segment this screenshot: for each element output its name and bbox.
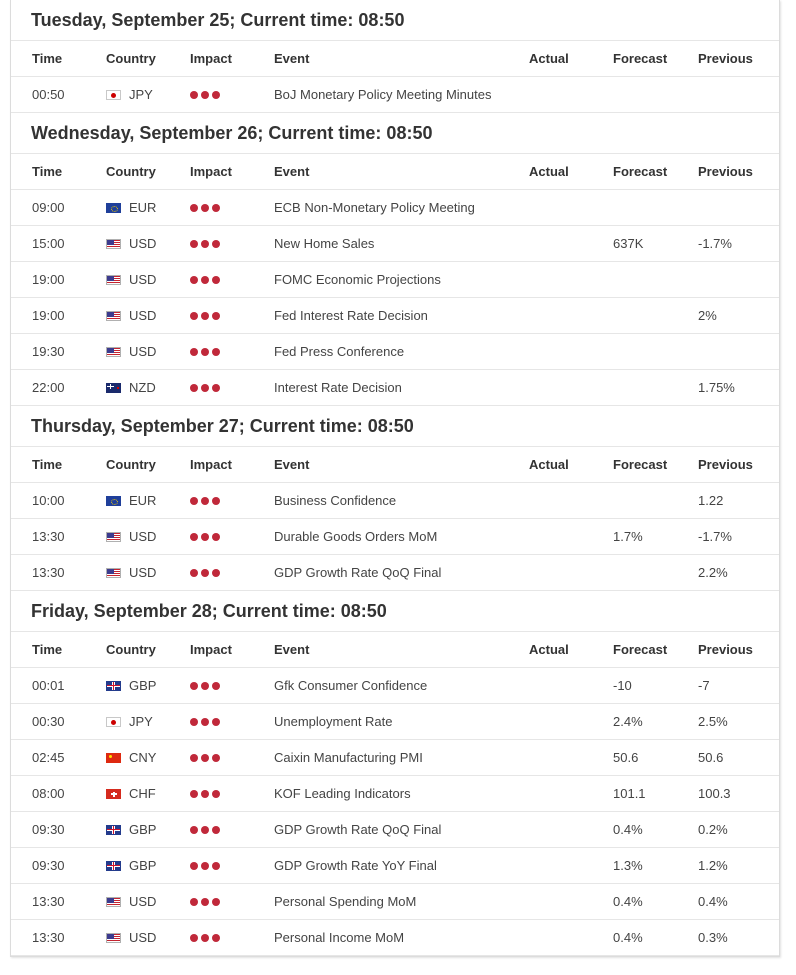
column-header-previous: Previous <box>698 642 753 657</box>
event-country <box>106 812 156 847</box>
event-row[interactable] <box>11 920 779 956</box>
day-header: Friday, September 28; Current time: 08:50 <box>11 591 779 632</box>
event-row[interactable] <box>11 77 779 113</box>
event-country <box>106 226 156 261</box>
column-header-time: Time <box>32 51 63 66</box>
event-time: 00:30 <box>32 714 65 729</box>
event-time: 13:30 <box>32 930 65 945</box>
impact-dot-icon <box>190 718 198 726</box>
event-name[interactable]: GDP Growth Rate QoQ Final <box>274 822 442 837</box>
event-country <box>106 704 153 739</box>
currency-code: GBP <box>129 678 157 693</box>
cn-flag-icon <box>106 753 121 763</box>
eu-flag-icon <box>106 496 121 506</box>
event-country <box>106 848 156 883</box>
impact-dot-icon <box>190 91 198 99</box>
event-country <box>106 884 156 919</box>
gb-flag-icon <box>106 861 121 871</box>
currency-code: CNY <box>129 750 157 765</box>
column-header-time: Time <box>32 164 63 179</box>
event-name[interactable]: Personal Income MoM <box>274 930 405 945</box>
impact-dot-icon <box>201 204 209 212</box>
event-row[interactable] <box>11 555 779 591</box>
event-country <box>106 740 156 775</box>
event-country <box>106 483 156 518</box>
event-time: 00:50 <box>32 87 65 102</box>
us-flag-icon <box>106 239 121 249</box>
impact-dot-icon <box>190 569 198 577</box>
event-previous: -1.7% <box>698 236 732 251</box>
event-time: 13:30 <box>32 565 65 580</box>
event-forecast: 50.6 <box>613 750 639 765</box>
impact-dot-icon <box>201 754 209 762</box>
impact-dot-icon <box>190 348 198 356</box>
impact-indicator <box>190 226 223 261</box>
currency-code: USD <box>129 308 157 323</box>
event-previous: 2.2% <box>698 565 728 580</box>
currency-code: USD <box>129 894 157 909</box>
impact-dot-icon <box>201 533 209 541</box>
impact-indicator <box>190 704 223 739</box>
impact-dot-icon <box>212 862 220 870</box>
event-row[interactable] <box>11 519 779 555</box>
impact-dot-icon <box>201 934 209 942</box>
impact-dot-icon <box>212 240 220 248</box>
impact-dot-icon <box>201 276 209 284</box>
impact-dot-icon <box>190 754 198 762</box>
event-name[interactable]: KOF Leading Indicators <box>274 786 411 801</box>
event-time: 08:00 <box>32 786 65 801</box>
event-forecast: 637K <box>613 236 644 251</box>
currency-code: EUR <box>129 200 157 215</box>
column-header-impact: Impact <box>190 164 232 179</box>
event-previous: -1.7% <box>698 529 732 544</box>
event-previous: 100.3 <box>698 786 731 801</box>
impact-dot-icon <box>190 204 198 212</box>
impact-indicator <box>190 776 223 811</box>
impact-dot-icon <box>212 91 220 99</box>
impact-dot-icon <box>212 384 220 392</box>
impact-indicator <box>190 668 223 703</box>
event-time: 19:30 <box>32 344 65 359</box>
currency-code: GBP <box>129 858 157 873</box>
event-row[interactable] <box>11 704 779 740</box>
impact-indicator <box>190 190 223 225</box>
currency-code: USD <box>129 565 157 580</box>
day-header: Wednesday, September 26; Current time: 08:50 <box>11 113 779 154</box>
event-country <box>106 370 156 405</box>
event-row[interactable] <box>11 262 779 298</box>
impact-dot-icon <box>201 862 209 870</box>
impact-dot-icon <box>190 312 198 320</box>
impact-dot-icon <box>212 533 220 541</box>
event-name[interactable]: ECB Non-Monetary Policy Meeting <box>274 200 475 215</box>
event-name[interactable]: Fed Interest Rate Decision <box>274 308 428 323</box>
impact-indicator <box>190 555 223 590</box>
event-row[interactable] <box>11 298 779 334</box>
us-flag-icon <box>106 532 121 542</box>
currency-code: USD <box>129 272 157 287</box>
event-previous: -7 <box>698 678 710 693</box>
event-time: 09:30 <box>32 858 65 873</box>
currency-code: GBP <box>129 822 157 837</box>
impact-indicator <box>190 370 223 405</box>
impact-dot-icon <box>190 533 198 541</box>
event-country <box>106 190 156 225</box>
event-row[interactable] <box>11 812 779 848</box>
event-row[interactable] <box>11 848 779 884</box>
currency-code: JPY <box>129 714 153 729</box>
impact-dot-icon <box>190 497 198 505</box>
column-header-forecast: Forecast <box>613 164 668 179</box>
column-header-row <box>11 154 779 190</box>
impact-dot-icon <box>212 569 220 577</box>
currency-code: USD <box>129 344 157 359</box>
column-header-forecast: Forecast <box>613 457 668 472</box>
impact-dot-icon <box>190 826 198 834</box>
impact-dot-icon <box>212 682 220 690</box>
impact-dot-icon <box>212 276 220 284</box>
impact-dot-icon <box>201 569 209 577</box>
event-previous: 50.6 <box>698 750 724 765</box>
event-time: 19:00 <box>32 272 65 287</box>
event-name[interactable]: Fed Press Conference <box>274 344 405 359</box>
event-name[interactable]: FOMC Economic Projections <box>274 272 441 287</box>
impact-dot-icon <box>201 898 209 906</box>
event-name[interactable]: Unemployment Rate <box>274 714 393 729</box>
impact-dot-icon <box>212 826 220 834</box>
event-row[interactable] <box>11 190 779 226</box>
impact-dot-icon <box>201 384 209 392</box>
event-row[interactable] <box>11 370 779 406</box>
jp-flag-icon <box>106 90 121 100</box>
column-header-country: Country <box>106 457 156 472</box>
impact-dot-icon <box>212 790 220 798</box>
event-forecast: 101.1 <box>613 786 646 801</box>
event-previous: 1.75% <box>698 380 735 395</box>
event-country <box>106 262 156 297</box>
column-header-impact: Impact <box>190 642 232 657</box>
column-header-previous: Previous <box>698 51 753 66</box>
impact-indicator <box>190 262 223 297</box>
event-previous: 0.4% <box>698 894 728 909</box>
event-time: 13:30 <box>32 529 65 544</box>
ch-flag-icon <box>106 789 121 799</box>
day-section <box>11 0 779 113</box>
impact-dot-icon <box>212 312 220 320</box>
column-header-actual: Actual <box>529 164 569 179</box>
column-header-previous: Previous <box>698 457 753 472</box>
column-header-event: Event <box>274 642 310 657</box>
column-header-actual: Actual <box>529 642 569 657</box>
event-forecast: 2.4% <box>613 714 643 729</box>
event-country <box>106 298 156 333</box>
event-name[interactable]: New Home Sales <box>274 236 375 251</box>
currency-code: CHF <box>129 786 156 801</box>
event-time: 09:30 <box>32 822 65 837</box>
impact-indicator <box>190 884 223 919</box>
currency-code: NZD <box>129 380 156 395</box>
day-header: Tuesday, September 25; Current time: 08:50 <box>11 0 779 41</box>
impact-indicator <box>190 519 223 554</box>
impact-dot-icon <box>190 682 198 690</box>
column-header-actual: Actual <box>529 51 569 66</box>
event-row[interactable] <box>11 776 779 812</box>
event-country <box>106 776 156 811</box>
event-country <box>106 334 156 369</box>
event-name[interactable]: Caixin Manufacturing PMI <box>274 750 423 765</box>
column-header-event: Event <box>274 457 310 472</box>
event-forecast: 0.4% <box>613 930 643 945</box>
event-previous: 2.5% <box>698 714 728 729</box>
impact-dot-icon <box>190 276 198 284</box>
event-time: 00:01 <box>32 678 65 693</box>
impact-dot-icon <box>201 348 209 356</box>
event-forecast: 1.3% <box>613 858 643 873</box>
event-time: 13:30 <box>32 894 65 909</box>
event-forecast: 1.7% <box>613 529 643 544</box>
us-flag-icon <box>106 311 121 321</box>
impact-indicator <box>190 848 223 883</box>
column-header-row <box>11 447 779 483</box>
column-header-time: Time <box>32 457 63 472</box>
currency-code: USD <box>129 529 157 544</box>
day-section <box>11 591 779 956</box>
impact-dot-icon <box>201 790 209 798</box>
impact-dot-icon <box>212 497 220 505</box>
event-row[interactable] <box>11 740 779 776</box>
column-header-time: Time <box>32 642 63 657</box>
column-header-event: Event <box>274 164 310 179</box>
impact-indicator <box>190 483 223 518</box>
us-flag-icon <box>106 933 121 943</box>
column-header-row <box>11 41 779 77</box>
column-header-forecast: Forecast <box>613 51 668 66</box>
impact-dot-icon <box>212 898 220 906</box>
event-row[interactable] <box>11 483 779 519</box>
column-header-actual: Actual <box>529 457 569 472</box>
impact-indicator <box>190 334 223 369</box>
event-country <box>106 77 153 112</box>
event-time: 15:00 <box>32 236 65 251</box>
event-name[interactable]: Durable Goods Orders MoM <box>274 529 438 544</box>
impact-dot-icon <box>212 754 220 762</box>
event-name[interactable]: Personal Spending MoM <box>274 894 417 909</box>
impact-dot-icon <box>212 934 220 942</box>
impact-dot-icon <box>201 312 209 320</box>
event-row[interactable] <box>11 884 779 920</box>
event-name[interactable]: BoJ Monetary Policy Meeting Minutes <box>274 87 492 102</box>
impact-dot-icon <box>201 718 209 726</box>
nz-flag-icon <box>106 383 121 393</box>
impact-dot-icon <box>201 682 209 690</box>
impact-dot-icon <box>190 934 198 942</box>
day-section <box>11 406 779 591</box>
event-previous: 1.22 <box>698 493 724 508</box>
event-row[interactable] <box>11 668 779 704</box>
currency-code: USD <box>129 930 157 945</box>
event-time: 10:00 <box>32 493 65 508</box>
event-previous: 1.2% <box>698 858 728 873</box>
event-previous: 0.2% <box>698 822 728 837</box>
event-name[interactable]: Business Confidence <box>274 493 397 508</box>
impact-indicator <box>190 298 223 333</box>
day-section <box>11 113 779 406</box>
event-row[interactable] <box>11 334 779 370</box>
event-row[interactable] <box>11 226 779 262</box>
event-previous: 2% <box>698 308 717 323</box>
event-forecast: -10 <box>613 678 632 693</box>
column-header-event: Event <box>274 51 310 66</box>
impact-dot-icon <box>190 898 198 906</box>
impact-indicator <box>190 77 223 112</box>
impact-indicator <box>190 740 223 775</box>
impact-indicator <box>190 812 223 847</box>
event-time: 02:45 <box>32 750 65 765</box>
currency-code: USD <box>129 236 157 251</box>
event-name[interactable]: GDP Growth Rate QoQ Final <box>274 565 442 580</box>
event-time: 22:00 <box>32 380 65 395</box>
impact-dot-icon <box>201 240 209 248</box>
column-header-previous: Previous <box>698 164 753 179</box>
us-flag-icon <box>106 347 121 357</box>
jp-flag-icon <box>106 717 121 727</box>
impact-dot-icon <box>201 826 209 834</box>
gb-flag-icon <box>106 681 121 691</box>
event-forecast: 0.4% <box>613 894 643 909</box>
impact-dot-icon <box>212 718 220 726</box>
impact-dot-icon <box>212 348 220 356</box>
us-flag-icon <box>106 568 121 578</box>
impact-dot-icon <box>190 790 198 798</box>
economic-calendar <box>10 0 780 957</box>
column-header-country: Country <box>106 642 156 657</box>
column-header-row <box>11 632 779 668</box>
column-header-country: Country <box>106 164 156 179</box>
event-forecast: 0.4% <box>613 822 643 837</box>
currency-code: JPY <box>129 87 153 102</box>
impact-dot-icon <box>190 240 198 248</box>
event-country <box>106 668 156 703</box>
event-name[interactable]: GDP Growth Rate YoY Final <box>274 858 437 873</box>
impact-dot-icon <box>190 862 198 870</box>
event-country <box>106 555 156 590</box>
column-header-forecast: Forecast <box>613 642 668 657</box>
event-name[interactable]: Gfk Consumer Confidence <box>274 678 428 693</box>
impact-dot-icon <box>212 204 220 212</box>
eu-flag-icon <box>106 203 121 213</box>
gb-flag-icon <box>106 825 121 835</box>
day-header: Thursday, September 27; Current time: 08:50 <box>11 406 779 447</box>
column-header-impact: Impact <box>190 51 232 66</box>
event-country <box>106 519 156 554</box>
impact-dot-icon <box>190 384 198 392</box>
us-flag-icon <box>106 897 121 907</box>
event-name[interactable]: Interest Rate Decision <box>274 380 402 395</box>
event-previous: 0.3% <box>698 930 728 945</box>
impact-dot-icon <box>201 91 209 99</box>
column-header-impact: Impact <box>190 457 232 472</box>
us-flag-icon <box>106 275 121 285</box>
column-header-country: Country <box>106 51 156 66</box>
currency-code: EUR <box>129 493 157 508</box>
event-time: 09:00 <box>32 200 65 215</box>
impact-indicator <box>190 920 223 955</box>
event-country <box>106 920 156 955</box>
event-time: 19:00 <box>32 308 65 323</box>
impact-dot-icon <box>201 497 209 505</box>
